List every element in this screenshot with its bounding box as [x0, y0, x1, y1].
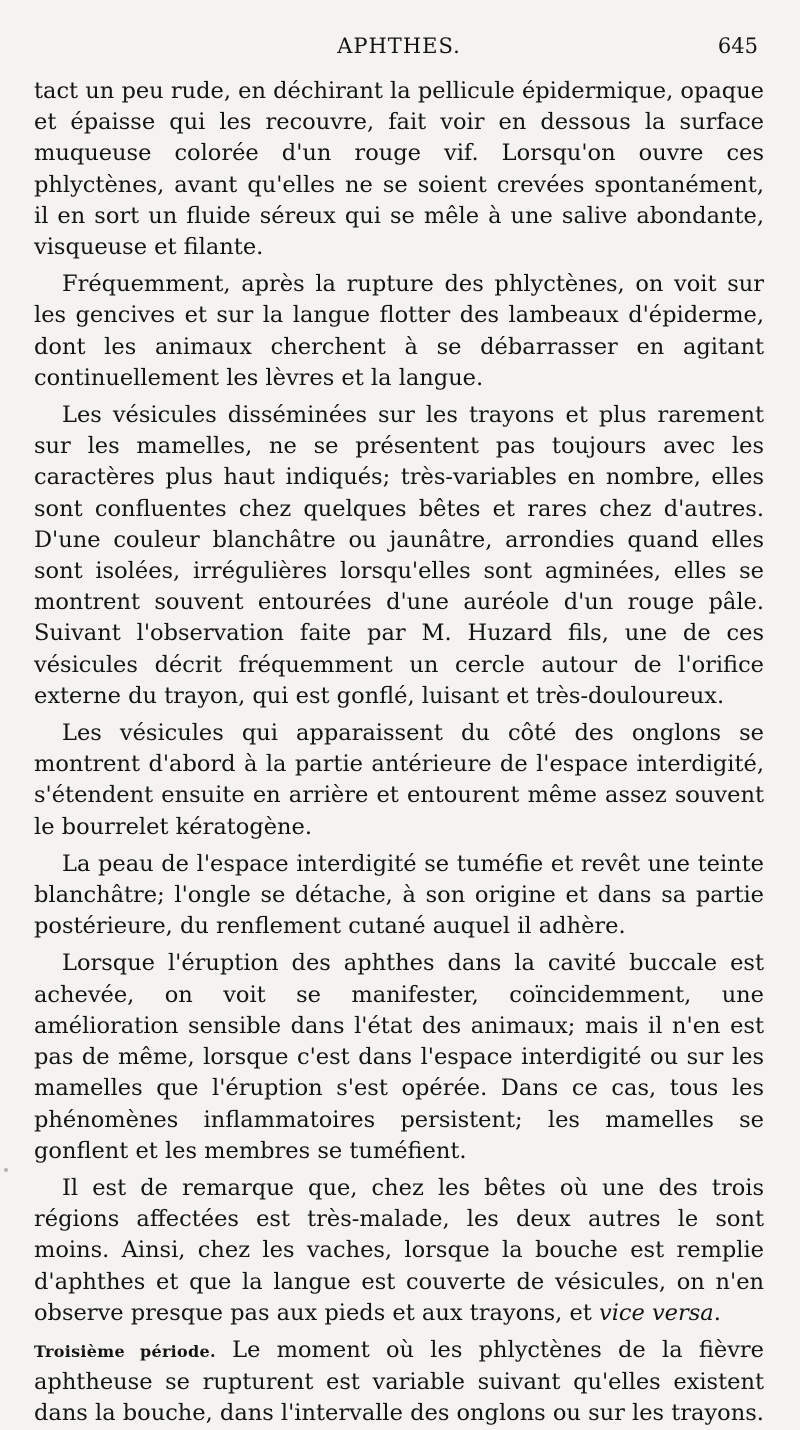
paragraph-5: La peau de l'espace interdigité se tuméfie et revêt une teinte blanchâtre; l'ongle se détache, à son origine et dans sa partie postérieure, du renflement cutané auquel il adhère.	[34, 850, 764, 940]
running-title: APHTHES.	[337, 34, 461, 58]
section-paragraph	[34, 1335, 764, 1430]
body-text	[34, 76, 764, 1430]
paragraph-7-text: Il est de remarque que, chez les bêtes où une des trois régions affectées est très-malade, les deux autres le sont moins. Ainsi, chez les vaches, lorsque la bouche est remplie d'aphthes et que la langue est couverte de vésicules, on n'en observe presque pas aux pieds et aux trayons, et	[34, 1174, 764, 1326]
paragraph-1: tact un peu rude, en déchirant la pellicule épidermique, opaque et épaisse qui les recouvre, fait voir en dessous la surface muqueuse colorée d'un rouge vif. Lorsqu'on ouvre ces phlyctènes, avant qu'elles ne se soient crevées spontanément, il en sort un fluide séreux qui se mêle à une salive abondante, visqueuse et filante.	[34, 78, 764, 261]
paragraph-4: Les vésicules qui apparaissent du côté des onglons se montrent d'abord à la partie antérieure de l'espace interdigité, s'étendent ensuite en arrière et entourent même assez souvent le bourrelet kératogène.	[34, 720, 764, 840]
section-heading: Troisième période.	[34, 1341, 216, 1361]
paragraph-2: Fréquemment, après la rupture des phlyctènes, on voit sur les gencives et sur la langue flotter des lambeaux d'épiderme, dont les animaux cherchent à se débarrasser en agitant continuellement les lèvres et la langue.	[34, 271, 764, 391]
running-head	[34, 28, 764, 76]
paragraph-6: Lorsque l'éruption des aphthes dans la cavité buccale est achevée, on voit se manifester, coïncidemment, une amélioration sensible dans l'état des animaux; mais il n'en est pas de même, lorsque c'est dans l'espace interdigité ou sur les mamelles que l'éruption s'est opérée. Dans ce cas, tous les phénomènes inflammatoires persistent; les mamelles se gonflent et les membres se tuméfient.	[34, 950, 764, 1164]
paragraph-7-end: .	[713, 1299, 721, 1326]
section-text: Le moment où les phlyctènes de la fièvre aphtheuse se rupturent est variable suivant qu'elles existent dans la bouche, dans l'intervalle des onglons ou sur les trayons.	[34, 1336, 764, 1427]
latin-phrase: vice versa	[598, 1299, 714, 1326]
paragraph-3: Les vésicules disséminées sur les trayons et plus rarement sur les mamelles, ne se présentent pas toujours avec les caractères plus haut indiqués; très-variables en nombre, elles sont confluentes chez quelques bêtes et rares chez d'autres. D'une couleur blanchâtre ou jaunâtre, arrondies quand elles sont isolées, irrégulières lorsqu'elles sont agminées, elles se montrent souvent entourées d'une auréole d'un rouge pâle. Suivant l'observation faite par M. Huzard fils, une de ces vésicules décrit fréquemment un cercle autour de l'orifice externe du trayon, qui est gonflé, luisant et très-douloureux.	[34, 402, 764, 709]
page-number: 645	[717, 34, 758, 58]
paragraph-7	[34, 1173, 764, 1329]
gutter-mark	[4, 1168, 8, 1172]
